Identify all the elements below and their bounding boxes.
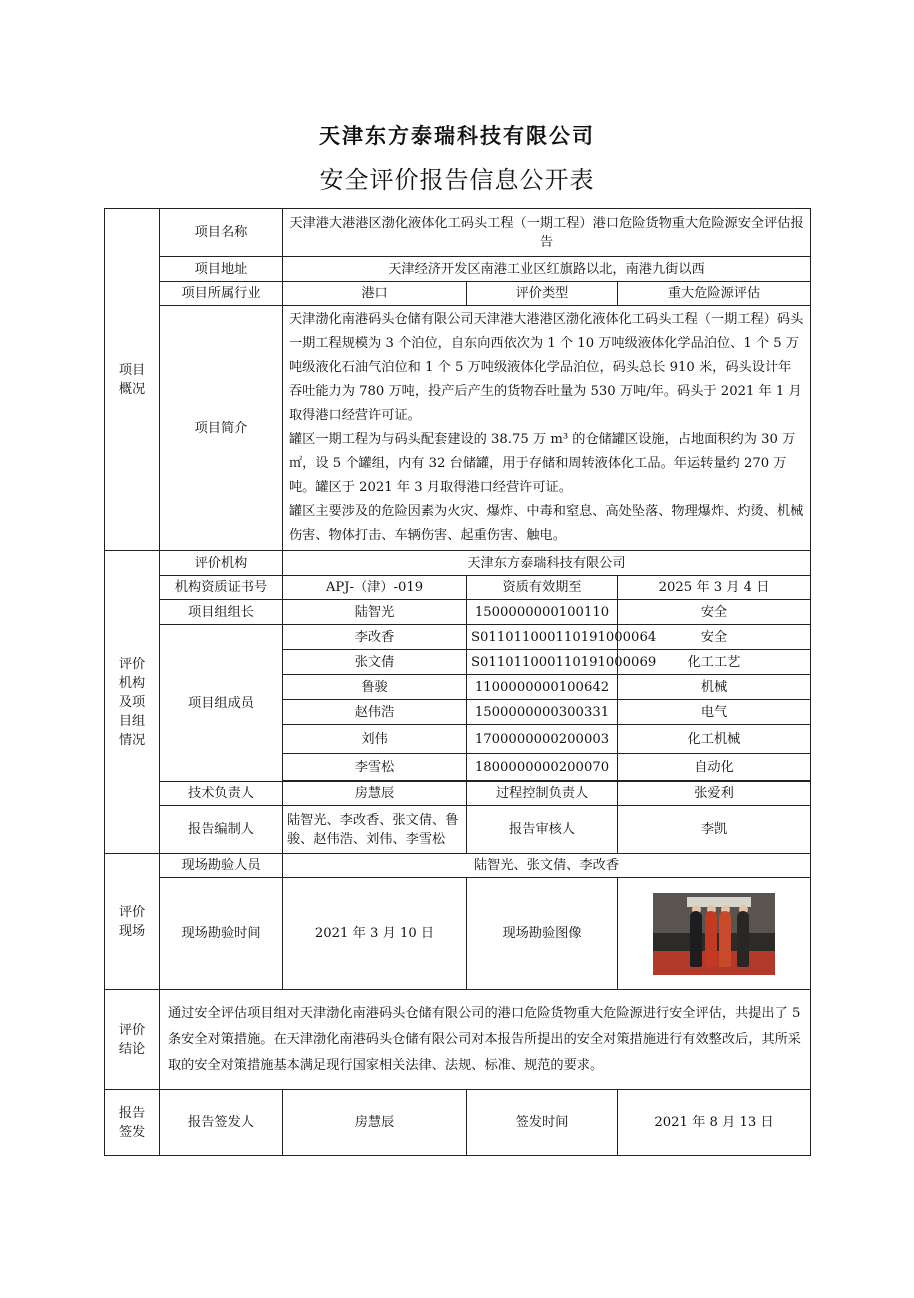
member-major: 化工机械 xyxy=(618,725,811,754)
member-cert: 1800000000200070 xyxy=(467,754,618,781)
member-name: 李改香 xyxy=(283,625,467,650)
valid-value: 2025 年 3 月 4 日 xyxy=(618,576,811,600)
leader-cert: 1500000000100110 xyxy=(467,600,618,625)
industry-value: 港口 xyxy=(283,282,467,306)
valid-label: 资质有效期至 xyxy=(467,576,618,600)
site-staff-label: 现场勘验人员 xyxy=(160,854,283,878)
info-disclosure-table xyxy=(104,208,811,1156)
member-major: 电气 xyxy=(618,700,811,725)
leader-label: 项目组组长 xyxy=(160,600,283,625)
intro-paragraph: 罐区一期工程为与码头配套建设的 38.75 万 m³ 的仓储罐区设施，占地面积约为 30 万 ㎡，设 5 个罐组，内有 32 台储罐，用于存储和周转液体化工品。年运转量约 270 万吨。罐区于 2021 年 3 月取得港口经营许可证。 xyxy=(289,432,796,495)
issue-date-label: 签发时间 xyxy=(467,1090,618,1156)
member-major: 安全 xyxy=(618,625,811,650)
member-name: 鲁骏 xyxy=(283,675,467,700)
section-agency: 评价 机构 及项 目组 情况 xyxy=(105,551,160,854)
member-cert: S011011000110191000064 xyxy=(467,625,618,650)
site-inspection-photo xyxy=(653,893,775,975)
members-label: 项目组成员 xyxy=(160,625,283,782)
intro-paragraph: 天津渤化南港码头仓储有限公司天津港大港港区渤化液体化工码头工程（一期工程）码头一期工程规模为 3 个泊位，自东向西依次为 1 个 10 万吨级液体化学品泊位、1 个 5 万吨级液化石油气泊位和 1 个 5 万吨级液体化学品泊位，码头总长 910 米，码头设计年吞吐能力为 780 万吨，投产后产生的货物吞吐量为 530 万吨/年。码头于 2021 年 1 月取得港口经营许可证。 xyxy=(289,312,804,423)
leader-major: 安全 xyxy=(618,600,811,625)
project-address-label: 项目地址 xyxy=(160,257,283,282)
process-value: 张爱利 xyxy=(618,782,811,806)
tech-label: 技术负责人 xyxy=(160,782,283,806)
company-name: 天津东方泰瑞科技有限公司 xyxy=(319,123,595,148)
reviewer-value: 李凯 xyxy=(618,806,811,854)
member-cert: 1700000000200003 xyxy=(467,725,618,754)
project-address-value: 天津经济开发区南港工业区红旗路以北，南港九街以西 xyxy=(283,257,811,282)
cert-label: 机构资质证书号 xyxy=(160,576,283,600)
member-cert: S011011000110191000069 xyxy=(467,650,618,675)
tech-value: 房慧辰 xyxy=(283,782,467,806)
compiler-value: 陆智光、李改香、张文倩、鲁骏、赵伟浩、刘伟、李雪松 xyxy=(283,806,467,854)
eval-type-value: 重大危险源评估 xyxy=(618,282,811,306)
member-major: 化工工艺 xyxy=(618,650,811,675)
section-overview: 项目 概况 xyxy=(105,209,160,551)
member-name: 李雪松 xyxy=(283,754,467,781)
section-issue: 报告 签发 xyxy=(105,1090,160,1156)
process-label: 过程控制负责人 xyxy=(467,782,618,806)
site-time-label: 现场勘验时间 xyxy=(160,878,283,990)
intro-paragraph: 罐区主要涉及的危险因素为火灾、爆炸、中毒和窒息、高处坠落、物理爆炸、灼烫、机械伤害、物体打击、车辆伤害、起重伤害、触电。 xyxy=(289,504,804,543)
project-name-label: 项目名称 xyxy=(160,209,283,257)
member-major: 自动化 xyxy=(618,754,811,781)
site-photo-cell xyxy=(618,878,811,990)
cert-value: APJ-（津）-019 xyxy=(283,576,467,600)
site-image-label: 现场勘验图像 xyxy=(467,878,618,990)
member-major: 机械 xyxy=(618,675,811,700)
signer-label: 报告签发人 xyxy=(160,1090,283,1156)
member-cert: 1100000000100642 xyxy=(467,675,618,700)
compiler-label: 报告编制人 xyxy=(160,806,283,854)
project-intro-label: 项目简介 xyxy=(160,306,283,551)
agency-label: 评价机构 xyxy=(160,551,283,576)
member-cert: 1500000000300331 xyxy=(467,700,618,725)
member-name: 张文倩 xyxy=(283,650,467,675)
project-intro-value xyxy=(283,306,811,551)
section-conclusion: 评价 结论 xyxy=(105,990,160,1090)
reviewer-label: 报告审核人 xyxy=(467,806,618,854)
conclusion-text: 通过安全评估项目组对天津渤化南港码头仓储有限公司的港口危险货物重大危险源进行安全评估，共提出了 5 条安全对策措施。在天津渤化南港码头仓储有限公司对本报告所提出的安全对策措施进行有效整改后，其所采取的安全对策措施基本满足现行国家相关法律、法规、标准、规范的要求。 xyxy=(160,990,811,1090)
site-time-value: 2021 年 3 月 10 日 xyxy=(283,878,467,990)
member-name: 赵伟浩 xyxy=(283,700,467,725)
signer-value: 房慧辰 xyxy=(283,1090,467,1156)
table-row xyxy=(105,625,811,650)
section-site: 评价 现场 xyxy=(105,854,160,990)
issue-date-value: 2021 年 8 月 13 日 xyxy=(618,1090,811,1156)
agency-value: 天津东方泰瑞科技有限公司 xyxy=(283,551,811,576)
site-staff-value: 陆智光、张文倩、李改香 xyxy=(283,854,811,878)
eval-type-label: 评价类型 xyxy=(467,282,618,306)
document-title: 安全评价报告信息公开表 xyxy=(319,166,595,194)
project-name-value: 天津港大港港区渤化液体化工码头工程（一期工程）港口危险货物重大危险源安全评估报告 xyxy=(283,209,811,257)
industry-label: 项目所属行业 xyxy=(160,282,283,306)
leader-name: 陆智光 xyxy=(283,600,467,625)
member-name: 刘伟 xyxy=(283,725,467,754)
